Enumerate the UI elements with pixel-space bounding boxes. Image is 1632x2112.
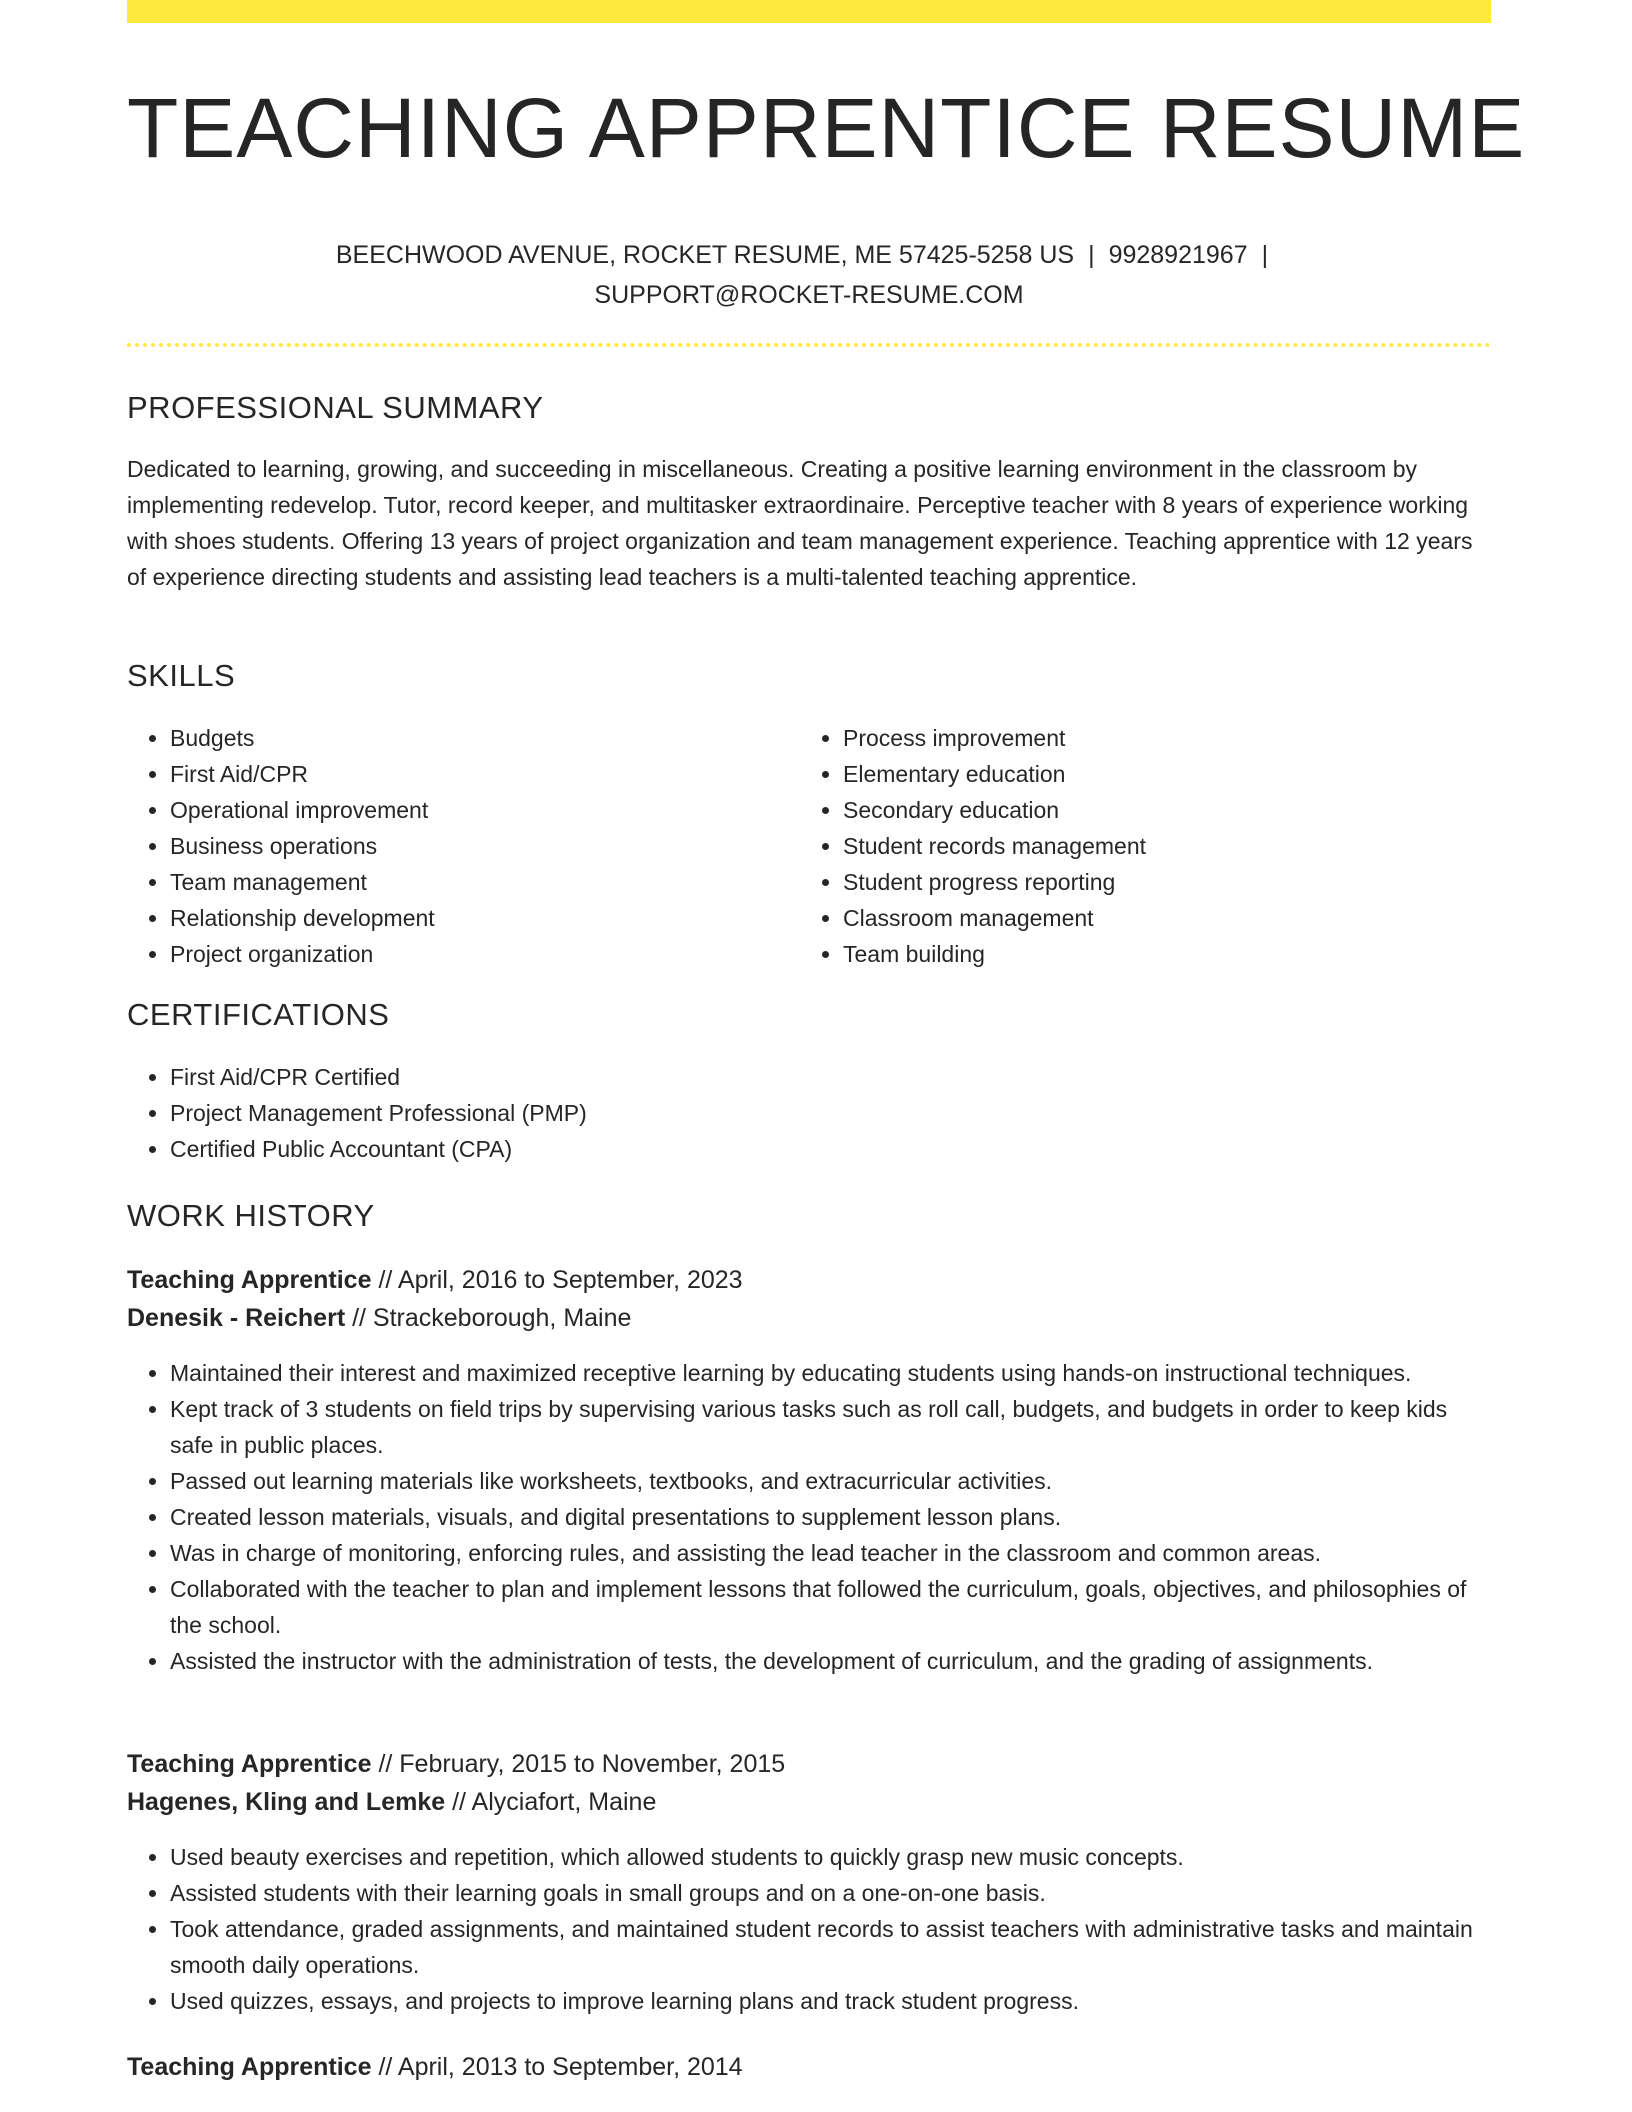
job-bullet: • Passed out learning materials like worksheets, textbooks, and extracurricular activities. bbox=[170, 1463, 1491, 1499]
job-bullets bbox=[127, 1839, 1491, 2019]
skill-item: • Secondary education bbox=[843, 792, 1493, 828]
certification-item: • Certified Public Accountant (CPA) bbox=[170, 1131, 1470, 1167]
skill-item: • Team building bbox=[843, 936, 1493, 972]
skill-item: • Student progress reporting bbox=[843, 864, 1493, 900]
job-company-line bbox=[127, 1783, 1491, 1821]
job-bullet: • Maintained their interest and maximized receptive learning by educating students using hands-on instructional techniques. bbox=[170, 1355, 1491, 1391]
skill-item: • First Aid/CPR bbox=[170, 756, 790, 792]
job-company-line bbox=[127, 1299, 1491, 1337]
certifications-list bbox=[127, 1059, 1470, 1167]
job-title: Teaching Apprentice bbox=[127, 1266, 372, 1294]
skill-item: • Business operations bbox=[170, 828, 790, 864]
skill-item: • Classroom management bbox=[843, 900, 1493, 936]
job-bullet: • Kept track of 3 students on field trips by supervising various tasks such as roll call, budgets, and budgets in order to keep kids safe in public places. bbox=[170, 1391, 1491, 1463]
skill-item: • Operational improvement bbox=[170, 792, 790, 828]
top-accent-bar bbox=[127, 0, 1491, 23]
contact-email: SUPPORT@ROCKET-RESUME.COM bbox=[594, 281, 1024, 309]
contact-phone: 9928921967 bbox=[1108, 241, 1248, 269]
job-company: Hagenes, Kling and Lemke bbox=[127, 1788, 446, 1816]
skills-list-left bbox=[127, 720, 790, 972]
contact-separator: | bbox=[1261, 241, 1269, 269]
job-bullet: • Took attendance, graded assignments, and maintained student records to assist teachers with administrative tasks and maintain smooth daily operations. bbox=[170, 1911, 1491, 1983]
skill-item: • Process improvement bbox=[843, 720, 1493, 756]
job-title: Teaching Apprentice bbox=[127, 1750, 372, 1778]
dotted-divider bbox=[127, 343, 1491, 347]
job-title-line bbox=[127, 2048, 1491, 2086]
job-dates: // April, 2016 to September, 2023 bbox=[378, 1266, 743, 1294]
skill-item: • Project organization bbox=[170, 936, 790, 972]
certifications-heading: CERTIFICATIONS bbox=[127, 997, 390, 1032]
job-bullet: • Used quizzes, essays, and projects to improve learning plans and track student progress. bbox=[170, 1983, 1491, 2019]
skill-item: • Student records management bbox=[843, 828, 1493, 864]
job-dates: // April, 2013 to September, 2014 bbox=[378, 2053, 743, 2081]
job-bullet: • Assisted students with their learning goals in small groups and on a one-on-one basis. bbox=[170, 1875, 1491, 1911]
contact-address: BEECHWOOD AVENUE, ROCKET RESUME, ME 57425-5258 US bbox=[335, 241, 1075, 269]
skill-item: • Budgets bbox=[170, 720, 790, 756]
job-bullet: • Used beauty exercises and repetition, which allowed students to quickly grasp new music concepts. bbox=[170, 1839, 1491, 1875]
job-title-line bbox=[127, 1745, 1491, 1783]
job-bullets bbox=[127, 1355, 1491, 1679]
job-location: // Strackeborough, Maine bbox=[352, 1304, 632, 1332]
job-company: Denesik - Reichert bbox=[127, 1304, 346, 1332]
certification-item: • First Aid/CPR Certified bbox=[170, 1059, 1470, 1095]
summary-heading: PROFESSIONAL SUMMARY bbox=[127, 390, 544, 425]
contact-separator: | bbox=[1088, 241, 1095, 269]
job-bullet: • Assisted the instructor with the administration of tests, the development of curriculum, and the grading of assignments. bbox=[170, 1643, 1491, 1679]
job-dates: // February, 2015 to November, 2015 bbox=[378, 1750, 786, 1778]
skills-list-right bbox=[800, 720, 1493, 972]
job-location: // Alyciafort, Maine bbox=[452, 1788, 657, 1816]
job-bullet: • Collaborated with the teacher to plan and implement lessons that followed the curriculum, goals, objectives, and philosophies of the school. bbox=[170, 1571, 1491, 1643]
resume-title: TEACHING APPRENTICE RESUME bbox=[127, 81, 1526, 175]
summary-text: Dedicated to learning, growing, and succeeding in miscellaneous. Creating a positive learning environment in the classroom by implementing redevelop. Tutor, record keeper, and multitasker extraordinaire. Perceptive teacher with 8 years of experience working with shoes students. Offering 13 years of project organization and team management experience. Teaching apprentice with 12 years of experience directing students and assisting lead teachers is a multi-talented teaching apprentice. bbox=[127, 456, 1473, 590]
skill-item: • Elementary education bbox=[843, 756, 1493, 792]
job-title-line bbox=[127, 1261, 1491, 1299]
job-bullet: • Was in charge of monitoring, enforcing rules, and assisting the lead teacher in the classroom and common areas. bbox=[170, 1535, 1491, 1571]
work-history-heading: WORK HISTORY bbox=[127, 1198, 375, 1233]
certification-item: • Project Management Professional (PMP) bbox=[170, 1095, 1470, 1131]
skills-heading: SKILLS bbox=[127, 658, 236, 693]
job-bullet: • Created lesson materials, visuals, and digital presentations to supplement lesson plans. bbox=[170, 1499, 1491, 1535]
contact-info bbox=[127, 235, 1491, 315]
skill-item: • Team management bbox=[170, 864, 790, 900]
skill-item: • Relationship development bbox=[170, 900, 790, 936]
job-title: Teaching Apprentice bbox=[127, 2053, 372, 2081]
